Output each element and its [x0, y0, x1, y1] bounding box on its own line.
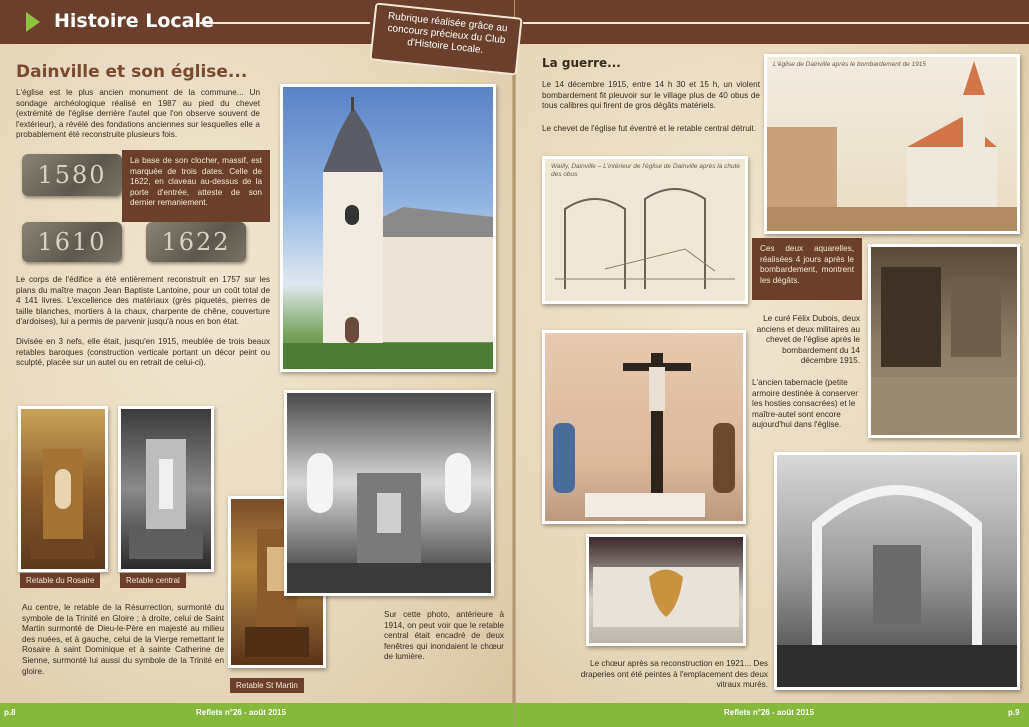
retables-description: Au centre, le retable de la Résurrection, surmonté du symbole de la Trinité en Gloire ; à droite, celui de Saint Martin surmonté de Dieu-le-Père en majesté au milieu des nuées, et à gauche, celui de la Vierge remettant le Rosaire à saint Dominique et à sainte Catherine de Sienne, surmonté lui aussi du symbole de la Trinité en gloire.: [22, 603, 224, 676]
watercolor-church-photo: [764, 54, 1020, 234]
chevet-paragraph: Le chevet de l'église fut éventré et le retable central détruit.: [542, 124, 757, 133]
magazine-issue-right: Reflets n°26 - août 2015: [724, 708, 814, 717]
retable-rosaire-drawing: [21, 409, 105, 569]
photo-caption-1914: Sur cette photo, antérieure à 1914, on peut voir que le retable central était encadré de deux fenêtres qui inondaient le chœur de lumière.: [384, 610, 504, 662]
stone-date-1580: 1580: [22, 154, 122, 196]
old-interior-photo: [284, 390, 494, 596]
page-number-left: p.8: [4, 708, 16, 717]
bombardment-paragraph: Le 14 décembre 1915, entre 14 h 30 et 15 h, un violent bombardement fit pleuvoir sur le village plus de 40 obus de tous calibres qui firent de gros dégâts matériels.: [542, 80, 760, 111]
sketch-interior-photo: [542, 156, 748, 304]
choir-photo: [774, 452, 1020, 690]
tabernacle-caption: L'ancien tabernacle (petite armoire destinée à conserver les hosties consacrées) et le maître-autel sont encore aujourd'hui dans l'église.: [752, 378, 859, 430]
ruins-photo: [868, 244, 1020, 438]
page-number-right: p.9: [1008, 708, 1020, 717]
ruins-drawing: [871, 247, 1017, 435]
play-arrow-icon: [26, 12, 40, 32]
stone-date-1610: 1610: [22, 222, 122, 262]
tabernacle-drawing: [589, 537, 743, 643]
church-exterior-photo: [280, 84, 496, 372]
retable-central-drawing: [121, 409, 211, 569]
aquarelles-caption: Ces deux aquarelles, réalisées 4 jours après le bombardement, montrent les dégâts.: [752, 238, 862, 300]
watercolor-caption: L'église de Dainville après le bombardement de 1915: [773, 61, 927, 68]
old-interior-drawing: [287, 393, 491, 593]
right-title: La guerre...: [542, 56, 621, 70]
retable-central-photo: [118, 406, 214, 572]
magazine-issue-left: Reflets n°26 - août 2015: [196, 708, 286, 717]
sketch-caption: Wailly, Dainville – L'intérieur de l'église de Dainville après la chute des obus: [551, 163, 741, 178]
intro-paragraph: L'église est le plus ancien monument de la commune... Un sondage archéologique réalisé en 1987 au pied du chevet (extrémité de l'église derrière l'autel que l'on observe souvent de l'extérieur), a révélé des fondations anciennes sur lesquelles elle a probablement été reconstruite plusieurs fois.: [16, 88, 260, 140]
crucifix-drawing: [545, 333, 743, 521]
choir-drawing: [777, 455, 1017, 687]
rubric-badge: Rubrique réalisée grâce au concours précieux du Club d'Histoire Locale.: [369, 2, 522, 75]
watercolor-drawing: [767, 57, 1017, 231]
choeur-caption: Le chœur après sa reconstruction en 1921... Des draperies ont été peintes à l'emplacement des deux vitraux murés.: [580, 659, 768, 690]
crucifix-photo: [542, 330, 746, 524]
page-spine: [512, 0, 516, 727]
tabernacle-photo: [586, 534, 746, 646]
reconstruction-paragraph: Le corps de l'édifice a été entièrement reconstruit en 1757 sur les plans du maître maçon Jean Baptiste Lantoine, pour un coût total de 4 141 livres. L'excellence des matériaux (grès piquetés, pierres de taille blanches, mortiers à la chaux, charpente de chêne, couverture d'ardoises), lui a permis de parvenir jusqu'à nous en bon état.: [16, 275, 270, 327]
header-rule-left: [200, 22, 370, 24]
tag-retable-central: Retable central: [120, 573, 186, 588]
dates-caption: La base de son clocher, massif, est marquée de trois dates. Celle de 1622, en claveau au-dessus de la porte d'entrée, atteste de son dernier remaniement.: [122, 150, 270, 222]
church-illustration: [283, 87, 493, 369]
tag-retable-st-martin: Retable St Martin: [230, 678, 304, 693]
section-title: Histoire Locale: [54, 10, 214, 32]
tag-retable-rosaire: Retable du Rosaire: [20, 573, 100, 588]
retable-rosaire-photo: [18, 406, 108, 572]
retables-paragraph: Divisée en 3 nefs, elle était, jusqu'en 1915, meublée de trois beaux retables baroques (construction verticale portant un décor peint ou sculpté, placée sur un autel ou en retrait de celui-ci).: [16, 337, 270, 368]
header-rule-right: [523, 22, 1029, 24]
cure-caption: Le curé Félix Dubois, deux anciens et deux militaires au chevet de l'église après le bombardement du 14 décembre 1915.: [756, 314, 860, 366]
left-title: Dainville et son église...: [16, 62, 248, 82]
sketch-ruins-drawing: [545, 159, 745, 301]
stone-date-1622: 1622: [146, 222, 246, 262]
